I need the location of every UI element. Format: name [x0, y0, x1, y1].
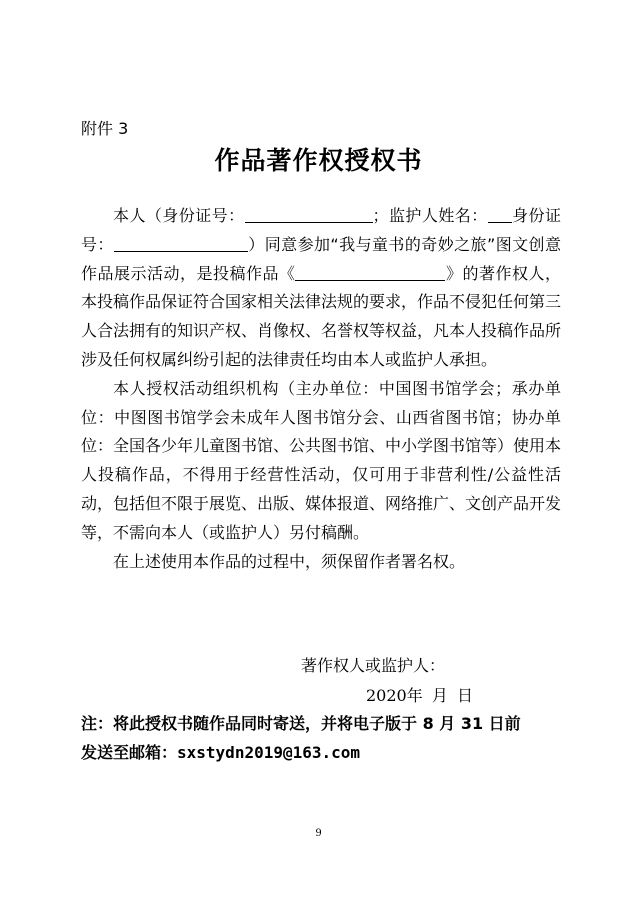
id-number-blank[interactable] — [245, 206, 373, 223]
guardian-name-blank[interactable] — [488, 206, 512, 223]
page-number: 9 — [315, 828, 322, 839]
document-body — [81, 202, 561, 576]
date-day: 日 — [456, 686, 473, 705]
copyright-statement: 》的著作权人，本投稿作品保证符合国家相关法律法规的要求，作品不侵犯任何第三人合法拥有的知识产权、肖像权、名誉权等权益，凡本人投稿作品所涉及任何权属纠纷引起的法律责任均由本人或监护人承担。 — [81, 263, 562, 369]
guardian-name-label: ；监护人姓名： — [372, 206, 488, 225]
guardian-id-label: 身份证号： — [81, 206, 561, 254]
submission-note — [81, 709, 561, 767]
guardian-id-blank[interactable] — [114, 235, 248, 252]
work-title-blank[interactable] — [295, 264, 445, 281]
date-month: 月 — [431, 686, 448, 705]
note-line-1: 注：将此授权书随作品同时寄送，并将电子版于 8 月 31 日前 — [81, 714, 521, 733]
id-number-label: 本人（身份证号： — [113, 206, 245, 225]
date-year: 2020年 — [366, 686, 423, 705]
activity-statement: ）同意参加“我与童书的奇妙之旅”图文创意作品展示活动，是投稿作品《 — [81, 234, 561, 283]
document-title: 作品著作权授权书 — [214, 146, 423, 175]
paragraph-declaration — [81, 202, 561, 375]
signature-label: 著作权人或监护人： — [301, 656, 446, 675]
paragraph-attribution: 在上述使用本作品的过程中，须保留作者署名权。 — [113, 551, 466, 571]
email-address[interactable]: sxstydn2019@163.com — [177, 743, 361, 762]
note-line-2 — [81, 738, 561, 767]
paragraph-authorization: 本人授权活动组织机构（主办单位：中国图书馆学会；承办单位：中图图书馆学会未成年人图书馆分会、山西省图书馆；协办单位：全国各少年儿童图书馆、公共图书馆、中小学图书馆等）使用本人投稿作品，不得用于经营性活动，仅可用于非营利性/公益性活动，包括但不限于展览、出版、媒体报道、网络推广、文创产品开发等，不需向本人（或监护人）另付稿酬。 — [81, 378, 562, 542]
attachment-label: 附件 3 — [81, 119, 129, 138]
note-email-label: 发送至邮箱： — [81, 743, 178, 762]
date-line — [366, 684, 473, 708]
